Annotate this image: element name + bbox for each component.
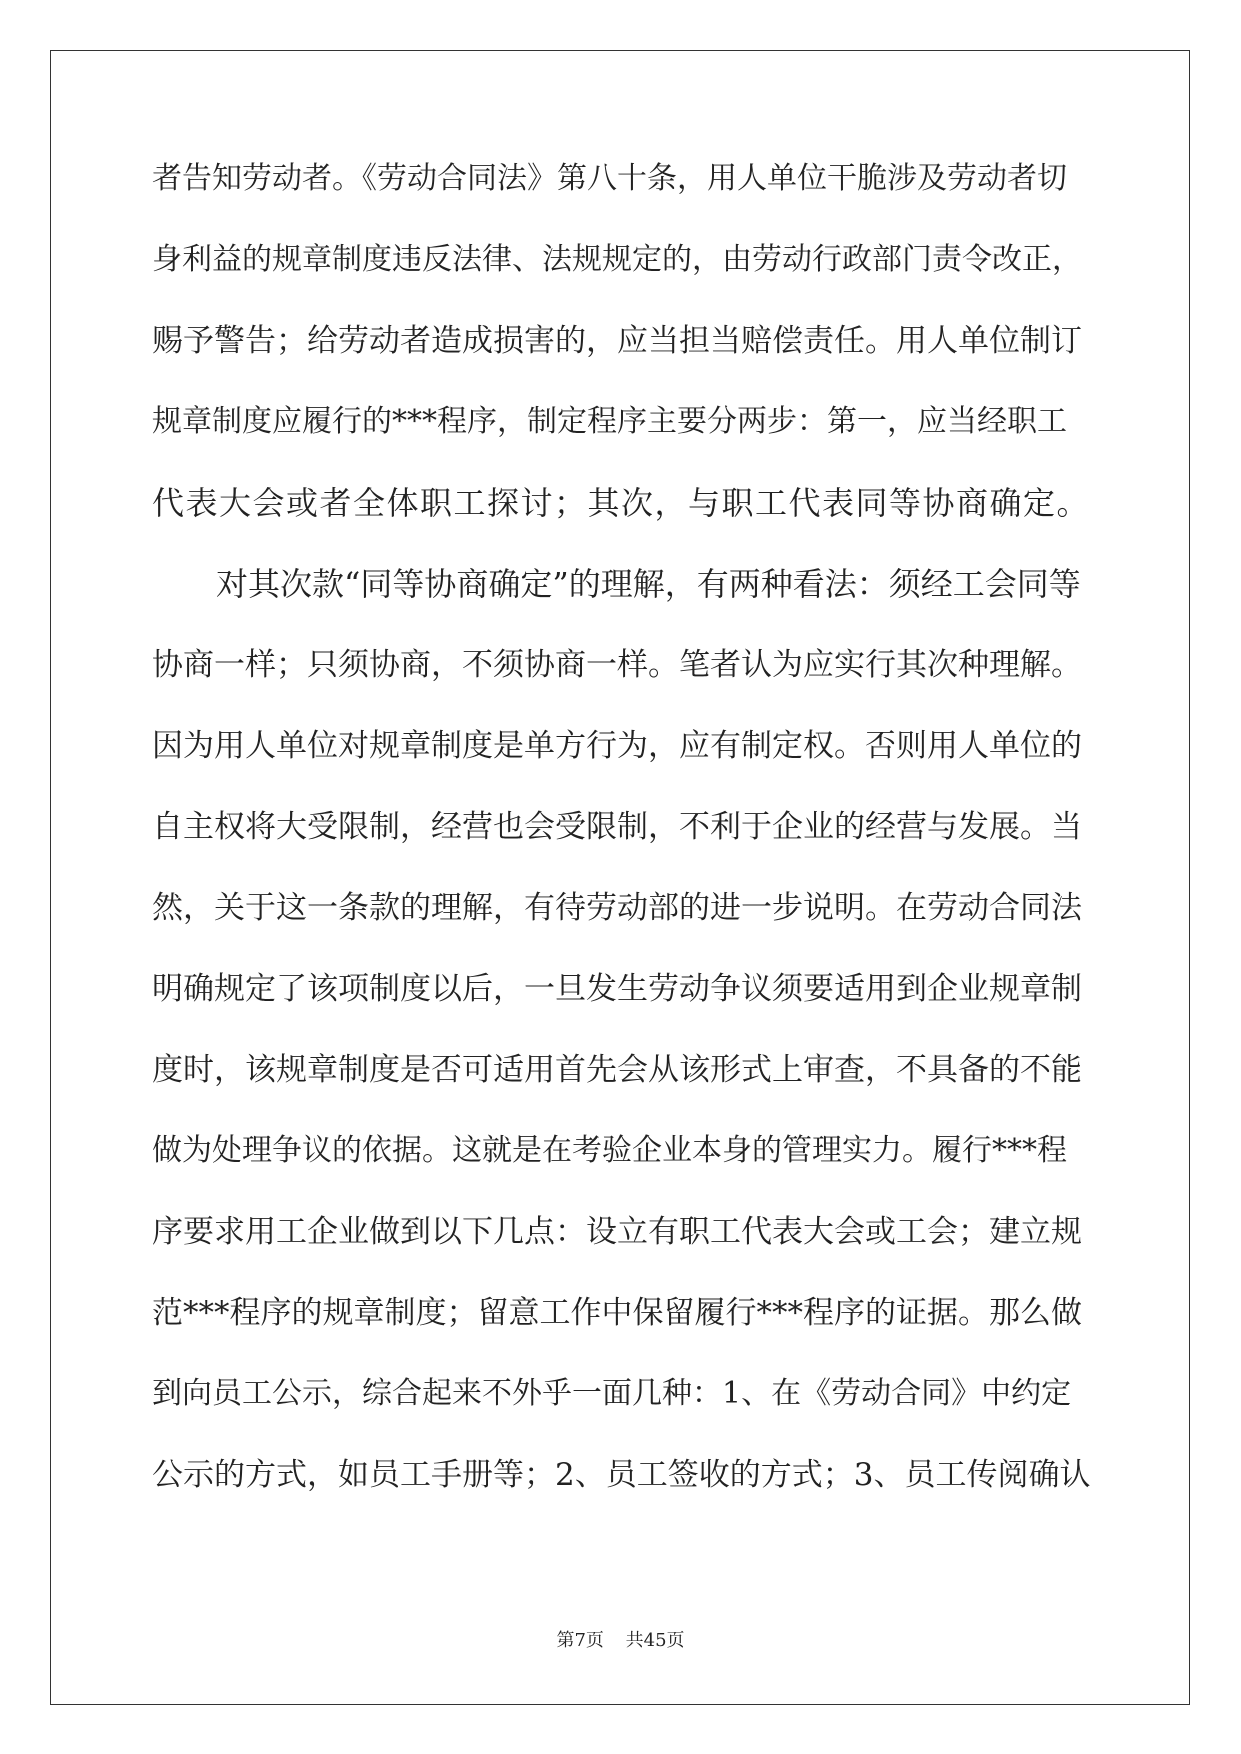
body-line-2: 身利益的规章制度违反法律、法规规定的，由劳动行政部门责令改正， <box>152 242 1082 277</box>
page-number: 第7页 <box>556 1630 604 1651</box>
body-line-10: 然，关于这一条款的理解，有待劳动部的进一步说明。在劳动合同法 <box>152 890 1082 926</box>
body-line-8: 因为用人单位对规章制度是单方行为，应有制定权。否则用人单位的 <box>152 728 1082 764</box>
body-line-12: 度时，该规章制度是否可适用首先会从该形式上审查，不具备的不能 <box>152 1052 1082 1088</box>
body-line-15: 范***程序的规章制度；留意工作中保留履行***程序的证据。那么做 <box>152 1295 1082 1331</box>
body-line-1: 者告知劳动者。《劳动合同法》第八十条，用人单位干脆涉及劳动者切 <box>152 161 1067 196</box>
page-total: 共45页 <box>625 1630 685 1651</box>
body-line-11: 明确规定了该项制度以后，一旦发生劳动争议须要适用到企业规章制 <box>152 971 1082 1007</box>
body-line-7: 协商一样；只须协商，不须协商一样。笔者认为应实行其次种理解。 <box>152 647 1082 683</box>
body-line-4: 规章制度应履行的***程序，制定程序主要分两步：第一，应当经职工 <box>152 404 1067 439</box>
body-line-14: 序要求用工企业做到以下几点：设立有职工代表大会或工会；建立规 <box>152 1214 1082 1250</box>
page-footer <box>0 1626 1241 1652</box>
body-line-6: 对其次款“同等协商确定”的理解，有两种看法：须经工会同等 <box>152 565 1081 603</box>
body-line-3: 赐予警告；给劳动者造成损害的，应当担当赔偿责任。用人单位制订 <box>152 323 1082 359</box>
body-line-13: 做为处理争议的依据。这就是在考验企业本身的管理实力。履行***程 <box>152 1133 1067 1168</box>
body-line-16: 到向员工公示，综合起来不外乎一面几种：1、在《劳动合同》中约定 <box>152 1376 1072 1411</box>
body-line-9: 自主权将大受限制，经营也会受限制，不利于企业的经营与发展。当 <box>152 809 1082 845</box>
body-line-17: 公示的方式，如员工手册等；2、员工签收的方式；3、员工传阅确认 <box>152 1457 1091 1493</box>
document-body <box>152 159 1092 1536</box>
body-line-5: 代表大会或者全体职工探讨；其次，与职工代表同等协商确定。 <box>152 484 1091 522</box>
